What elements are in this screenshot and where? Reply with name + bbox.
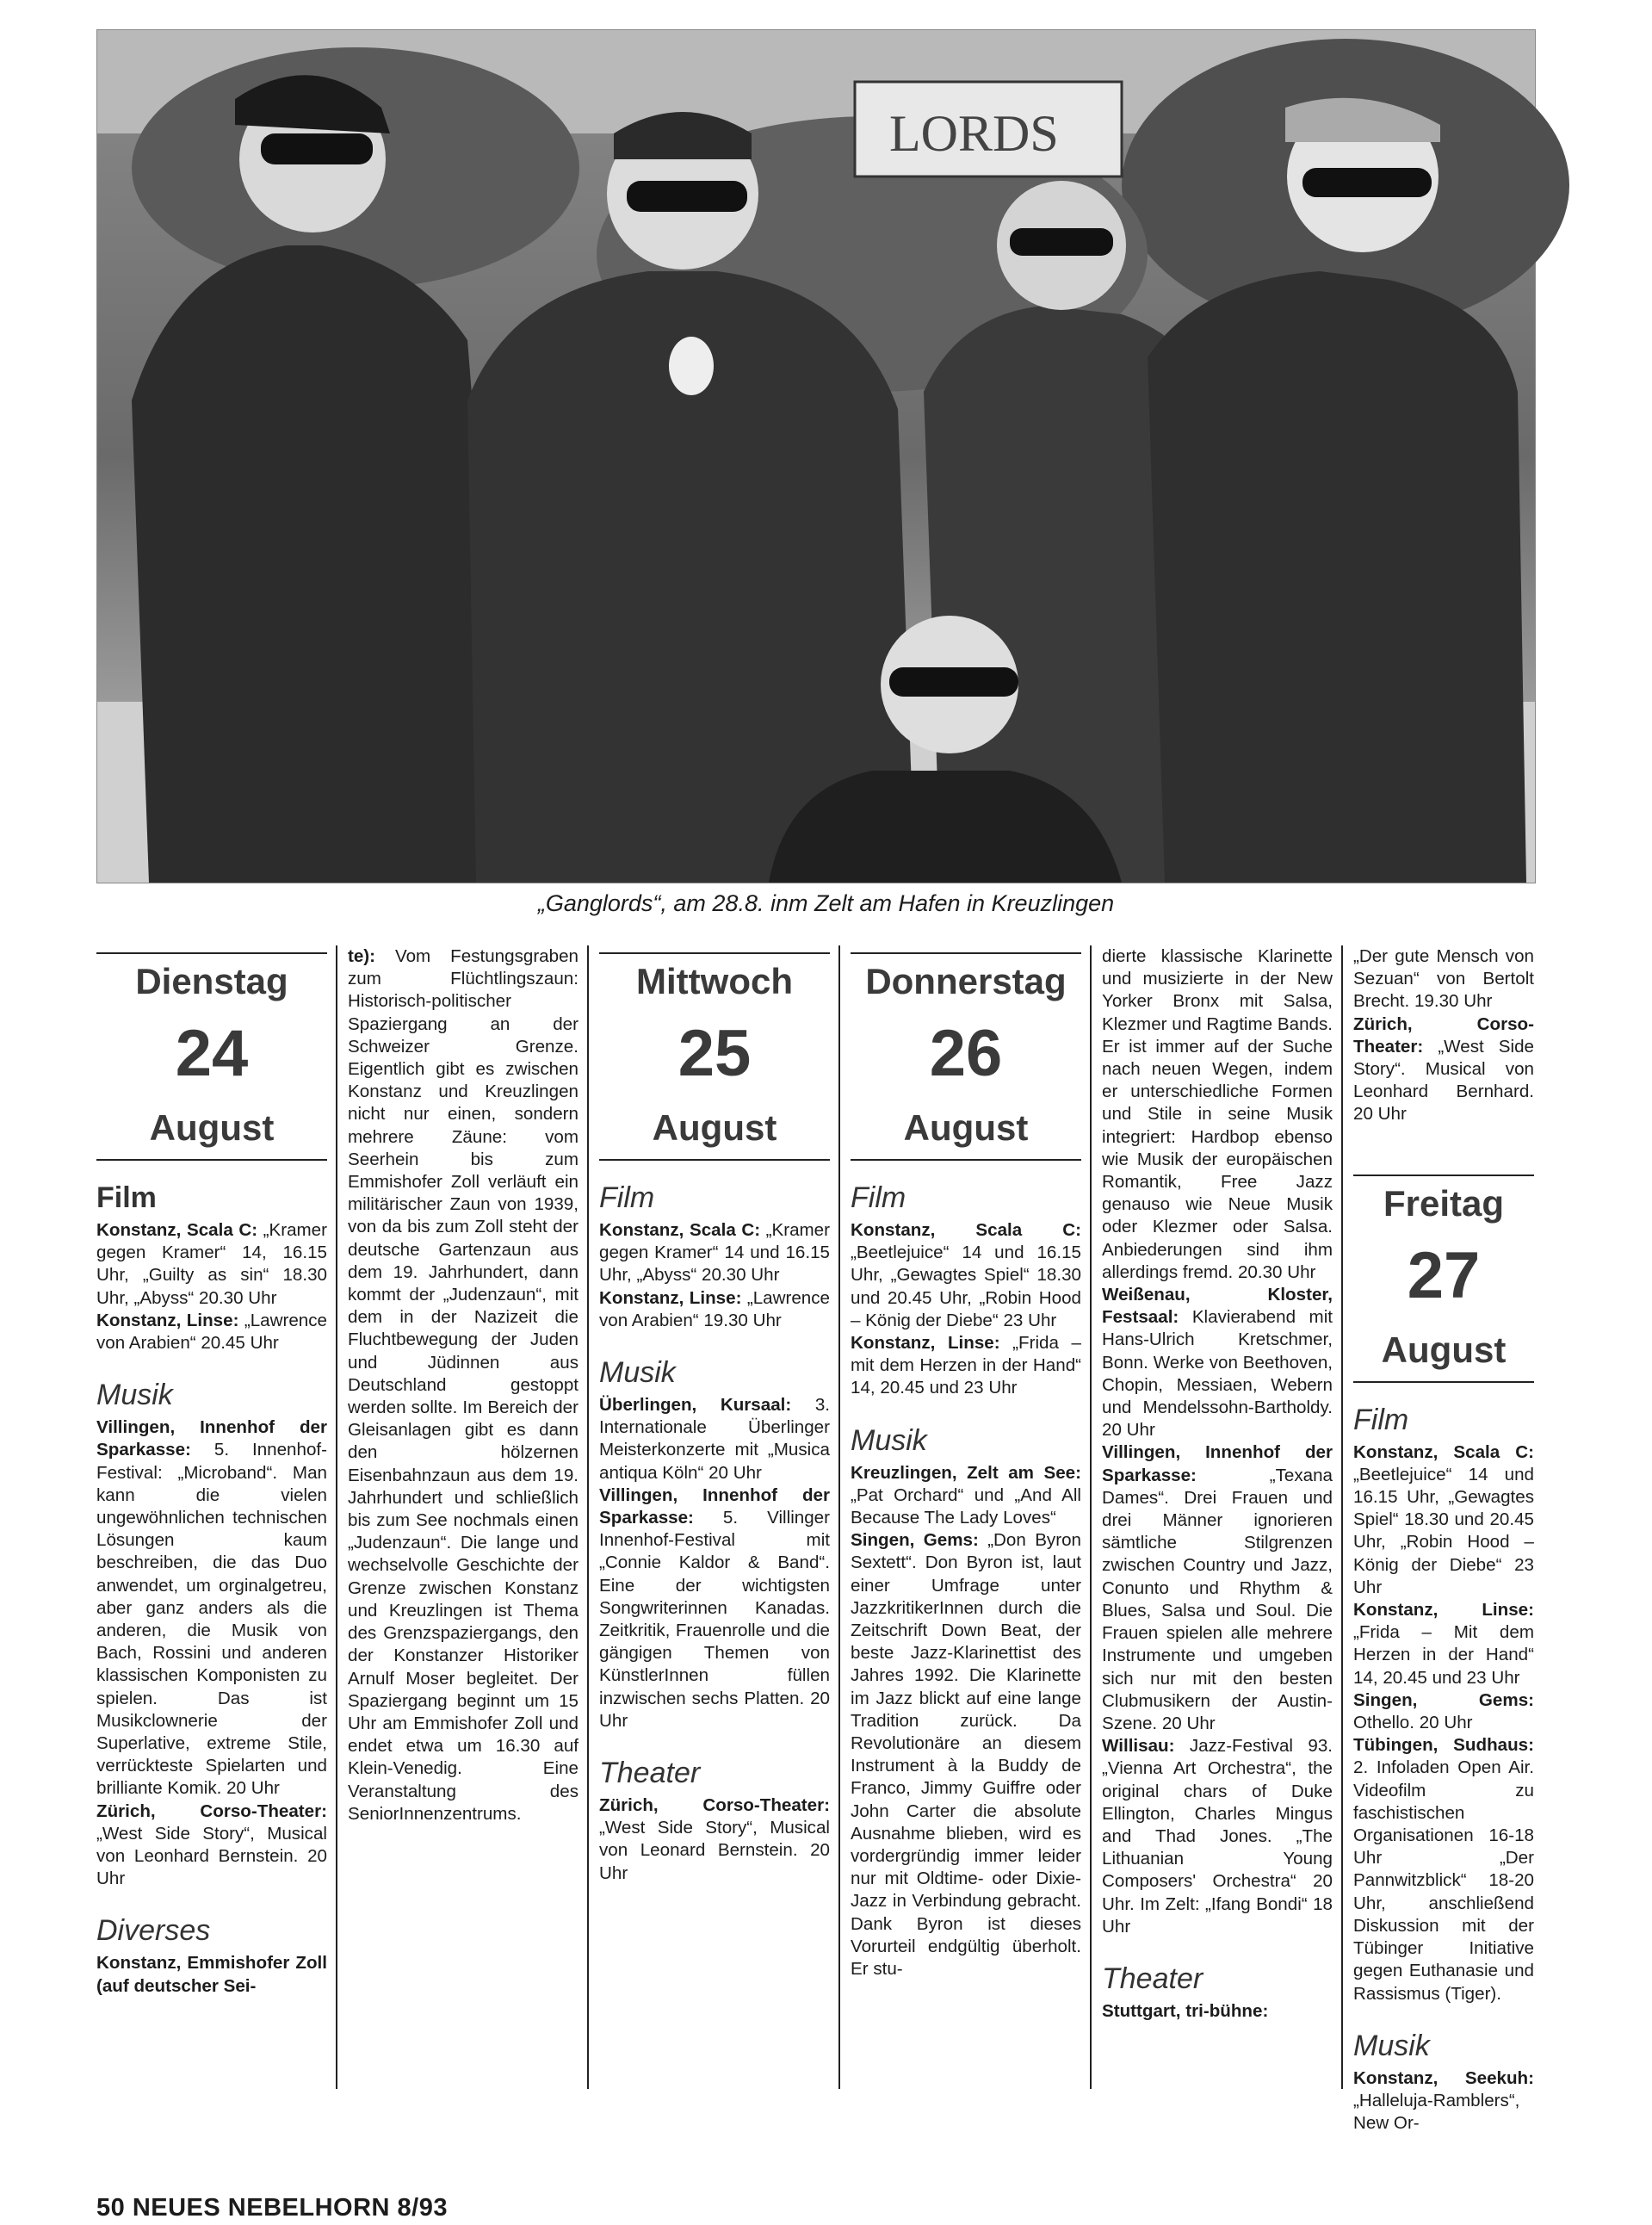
event-entry [851,1332,1081,1400]
event-venue: Konstanz, Scala C: [96,1220,258,1240]
event-venue: Konstanz, Seekuh: [1353,2067,1534,2088]
day-name: Freitag [1383,1182,1505,1224]
event-venue: Singen, Gems: [1353,1689,1534,1710]
band-photo [96,29,1536,883]
day-month: August [1381,1329,1507,1370]
section-heading-musik: Musik [599,1356,676,1390]
event-venue: Konstanz, Scala C: [1353,1441,1534,1462]
day-number: 24 [175,1017,249,1090]
event-entry [96,1952,327,1997]
event-entry [1353,2067,1534,2135]
event-text: Klavierabend mit Hans-Ulrich Kretschmer, Bonn. Werke von Beethoven, Chopin, Messiaen, Webern und Mendelssohn-Bartholdy. 20 Uhr [1102,1307,1333,1441]
day-name: Donnerstag [865,961,1067,1001]
event-text: 2. Infoladen Open Air. Videofilm zu faschistischen Organisationen 16-18 Uhr „Der Pannwitzblick“ 18-20 Uhr, anschließend Diskussion mit der Tübinger Initiative gegen Euthanasie und Rassismus (Tiger). [1353,1757,1534,2004]
column-divider [336,945,337,2089]
event-venue: Weißenau, Kloster, Festsaal: [1102,1285,1333,1328]
section-heading-theater: Theater [1102,1962,1203,1995]
event-text: „Pat Orchard“ und „And All Because The Lady Loves“ [851,1484,1081,1528]
event-entry [96,1800,327,1891]
band-photo-image [97,30,1535,883]
column-dienstag-continued [348,945,579,2089]
event-venue: Villingen, Innenhof der Sparkasse: [1102,1442,1333,1485]
section-heading-film: Film [851,1181,906,1214]
event-entry [1102,1441,1333,1735]
event-text: „Frida – Mit dem Herzen in der Hand“ 14, 20.45 und 23 Uhr [1353,1622,1534,1688]
event-entry [1353,1441,1534,1599]
column-divider [1341,945,1343,2089]
event-entry [599,1219,830,1287]
event-text: „Der gute Mensch von Sezuan“ von Bertolt Brecht. 19.30 Uhr [1353,946,1534,1012]
event-venue: Stuttgart, tri-bühne: [1102,2000,1269,2021]
day-month: August [903,1107,1029,1148]
event-venue: Willisau: [1102,1736,1175,1757]
event-text: „West Side Story“, Musical von Leonard Bernstein. 20 Uhr [599,1818,830,1883]
event-venue: Konstanz, Linse: [1353,1600,1534,1621]
day-number: 27 [1407,1238,1481,1312]
event-venue: Zürich, Corso-Theater: [599,1795,830,1816]
event-entry [1102,2000,1333,2023]
section-heading-musik: Musik [96,1379,173,1412]
section-heading-musik: Musik [851,1423,927,1457]
event-venue: Konstanz, Linse: [96,1310,239,1330]
event-entry [599,1287,830,1332]
event-entry [1102,1735,1333,1938]
event-text: „Lawrence von Arabien“ 19.30 Uhr [599,1287,831,1330]
event-text: 5. Villinger Innenhof-Festival mit „Connie Kaldor & Band“. Eine der wichtigsten Songwriterinnen Kanadas. Zeitkritik, Frauenrolle und die gängigen Themen von KünstlerInnen füllen inzwischen sechs Platten. 20 Uhr [599,1508,830,1731]
event-venue: Konstanz, Emmishofer Zoll (auf deutscher Sei- [96,1953,327,1996]
event-entry [1353,1689,1534,1734]
event-entry [599,1794,830,1885]
section-heading-musik: Musik [1353,2029,1430,2062]
event-entry [96,1219,327,1310]
event-text: „Beetlejuice“ 14 und 16.15 Uhr, „Gewagtes Spiel“ 18.30 und 20.45 Uhr, „Robin Hood – König der Diebe“ 23 Uhr [851,1243,1081,1330]
event-text: 5. Innenhof-Festival: „Microband“. Man kann die vielen ungewöhnlichen technischen Lösungen kaum beschreiben, die das Duo anwendet, um orginalgetreu, aber ganz anders als die anderen, die Musik von Bach, Rossini und anderen klassischen Komponisten zu spielen. Das ist Musikclownerie der Superlative, extreme Stile, verrückteste Spielarten und brilliante Komik. 20 Uhr [96,1440,327,1799]
event-venue: Konstanz, Scala C: [851,1220,1081,1240]
event-text: „Halleluja-Ramblers“, New Or- [1353,2090,1520,2134]
section-heading-theater: Theater [599,1757,701,1790]
day-name: Dienstag [135,961,288,1001]
event-venue: te): [348,946,376,966]
day-header-freitag [1353,1174,1534,1383]
event-venue: Konstanz, Scala C: [599,1220,761,1240]
column-donnerstag [851,945,1081,2089]
event-venue: Überlingen, Kursaal: [599,1395,792,1416]
event-text: „West Side Story“. Musical von Leonhard Bernhard. 20 Uhr [1353,1036,1534,1125]
event-venue: Zürich, Corso-Theater: [96,1800,327,1821]
day-name: Mittwoch [636,961,793,1001]
event-entry [96,1416,327,1800]
page-footer: 50 NEUES NEBELHORN 8/93 [96,2194,448,2222]
day-month: August [149,1107,275,1148]
event-text: 3. Internationale Überlinger Meisterkonzerte mit „Musica antiqua Köln“ 20 Uhr [599,1395,830,1483]
street-sign-text: LORDS [889,105,1059,162]
day-header-mittwoch [599,952,830,1161]
column-donnerstag-continued [1102,945,1333,2089]
event-entry [1353,1734,1534,2005]
event-venue: Kreuzlingen, Zelt am See: [851,1462,1081,1483]
event-listing-grid [96,945,1534,2134]
event-venue: Tübingen, Sudhaus: [1353,1735,1534,1756]
event-text: „Don Byron Sextett“. Don Byron ist, laut einer Umfrage unter JazzkritikerInnen durch die Zeitschrift Down Beat, der beste Jazz-Klarinettist des Jahres 1992. Die Klarinette im Jazz blickt auf eine lange Tradition zurück. Da Revolutionäre an diesem Instrument à la Buddy de Franco, Jimmy Guiffre oder John Carter die absolute Ausnahme blieben, wird es vordergründig immer leider nur mit Oldtime- oder Dixie-Jazz in Verbindung gebracht. Dank Byron ist dieses Vorurteil endgültig überholt. Er stu- [851,1530,1081,1980]
event-entry [348,945,579,1825]
event-entry [599,1394,830,1484]
photo-caption: „Ganglords“, am 28.8. inm Zelt am Hafen in Kreuzlingen [537,890,1115,916]
event-entry [851,1529,1081,1980]
event-text: „Kramer gegen Kramer“ 14, 16.15 Uhr, „Guilty as sin“ 18.30 Uhr, „Abyss“ 20.30 Uhr [96,1220,327,1308]
event-text: „Lawrence von Arabien“ 20.45 Uhr [96,1310,328,1354]
event-entry [1353,1013,1534,1126]
event-text: „West Side Story“, Musical von Leonhard Bernstein. 20 Uhr [96,1823,327,1889]
event-text: Vom Festungsgraben zum Flüchtlingszaun: Historisch-politischer Spaziergang an der Schweizer Grenze. Eigentlich gibt es zwischen Konstanz und Kreuzlingen nicht nur einen, sondern mehrere Zäune: vom Seerhein bis zum Emmishofer Zoll verläuft ein militärischer Zaun von 1939, von da bis zum Zoll steht der deutsche Gartenzaun aus dem 19. Jahrhundert, dann kommt der „Judenzaun“, mit dem in der Nazizeit die Fluchtbewegung der Juden und Jüdinnen aus Deutschland gestoppt werden sollte. Im Bereich der Gleisanlagen gibt es dann den hölzernen Eisenbahnzaun aus dem 19. Jahrhundert und schließlich bis zum See nochmals einen „Judenzaun“. Die lange und wechselvolle Geschichte der Grenze zwischen Konstanz und Kreuzlingen ist Thema des Grenzspaziergangs, den der Konstanzer Historiker Arnulf Moser begleitet. Der Spaziergang beginnt um 15 Uhr am Emmishofer Zoll und endet etwa um 16.30 auf Klein-Venedig. Eine Veranstaltung des SeniorInnenzentrums. [348,946,579,1824]
day-month: August [652,1107,777,1148]
event-entry [851,1462,1081,1530]
event-entry [96,1310,327,1354]
event-text: „Texana Dames“. Drei Frauen und drei Männer ignorieren sämtliche Stilgrenzen zwischen Country und Jazz, Conunto und Rhythm & Blues, Salsa und Soul. Die Frauen spielen alle mehrere Instrumente und umgeben sich nur mit den besten Clubmusikern der Austin-Szene. 20 Uhr [1102,1465,1333,1733]
column-dienstag [96,945,327,2089]
event-entry [1353,1599,1534,1689]
event-venue: Konstanz, Linse: [851,1333,1000,1354]
section-heading-film: Film [96,1181,157,1214]
event-venue: Villingen, Innenhof der Sparkasse: [599,1484,830,1528]
column-mittwoch [599,945,830,2089]
event-text: dierte klassische Klarinette und musizierte in der New Yorker Bronx mit Salsa, Klezmer und Ragtime Bands. Er ist immer auf der Suche nach neuen Wegen, indem er unterschiedliche Formen und Stile in seine Musik integriert: Hardbop ebenso wie Musik der europäischen Romantik, Free Jazz genauso wie Neue Musik oder Klezmer oder Salsa. Anbiederungen sind ihm allerdings fremd. 20.30 Uhr [1102,946,1333,1282]
day-header-dienstag [96,952,327,1161]
day-header-donnerstag [851,952,1081,1161]
event-text: Othello. 20 Uhr [1353,1713,1473,1733]
event-entry [1102,945,1333,1284]
event-text: „Beetlejuice“ 14 und 16.15 Uhr, „Gewagtes Spiel“ 18.30 und 20.45 Uhr, „Robin Hood – König der Diebe“ 23 Uhr [1353,1464,1534,1597]
event-entry [1353,945,1534,1013]
event-text: „Kramer gegen Kramer“ 14 und 16.15 Uhr, „Abyss“ 20.30 Uhr [599,1220,830,1286]
event-venue: Konstanz, Linse: [599,1287,742,1308]
event-venue: Villingen, Innenhof der Sparkasse: [96,1417,327,1460]
event-text: „Frida – mit dem Herzen in der Hand“ 14, 20.45 und 23 Uhr [851,1333,1081,1398]
event-entry [851,1219,1081,1332]
column-divider [1090,945,1092,2089]
day-number: 25 [678,1017,752,1090]
event-entry [599,1484,830,1732]
day-number: 26 [929,1017,1003,1090]
event-entry [1102,1284,1333,1441]
column-divider [587,945,589,2089]
section-heading-film: Film [1353,1403,1409,1436]
event-venue: Singen, Gems: [851,1530,979,1551]
column-divider [838,945,840,2089]
column-freitag [1353,945,1534,2134]
event-venue: Zürich, Corso-Theater: [1353,1013,1534,1057]
section-heading-film: Film [599,1181,655,1214]
event-text: Jazz-Festival 93. „Vienna Art Orchestra“, the original chars of Duke Ellington, Charles Mingus and Thad Jones. „The Lithuanian Young Composers' Orchestra“ 20 Uhr. Im Zelt: „Ifang Bondi“ 18 Uhr [1102,1736,1333,1937]
section-heading-diverses: Diverses [96,1914,211,1948]
